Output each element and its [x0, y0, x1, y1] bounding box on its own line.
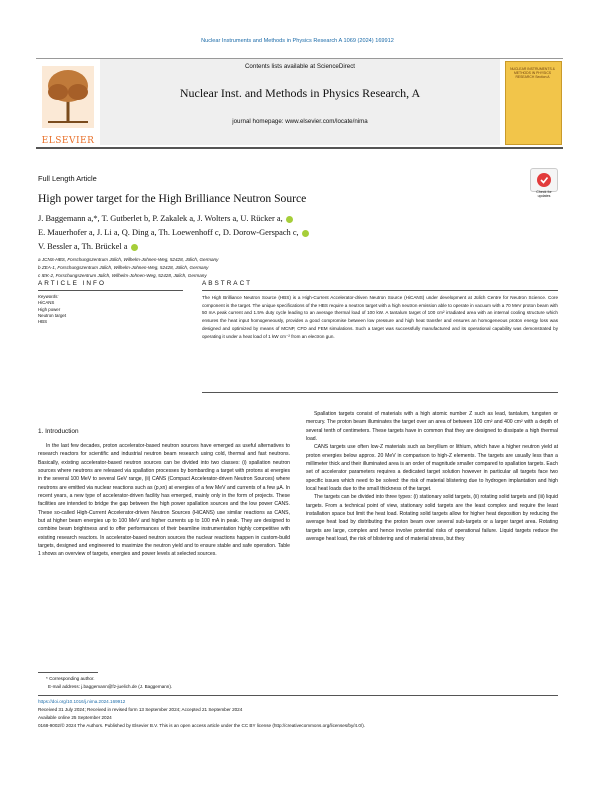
keyword: High power	[38, 306, 61, 312]
affiliation: a JCNS-HBS, Forschungszentrum Jülich, Wilhelm-Johnen-Weg, 52428, Jülich, Germany	[38, 257, 219, 262]
abstract-text: The High Brilliance Neutron Source (HBS) is a High-Current Accelerator-driven Neutron Source (HiCANS) under development at Jülich Centre for Neutron Science. Core component is the target. The unique specifications of the HBS require a neutron target with a high neutron emission able to operate in vacuum with a 70 MeV proton beam with 50 mA peak current and 1.5% duty cycle leading to an average thermal load of 100 kW. A tantalum target of 100 cm² irradiated area with an internal cooling structure which ensures the heat input homogeneously, provides a good compromise between low pressure and high heat transfer and ensures an homogeneous proton energy loss was designed and optimized by means of MCNP, CFD and FEM simulations. Such a target was successfully manufactured and its operational capability was demonstrated by operating it under a heat load of 1 kW cm⁻² from an electron gun.	[202, 295, 558, 339]
journal-homepage[interactable]: journal homepage: www.elsevier.com/locate/nima	[232, 118, 368, 125]
divider	[38, 695, 558, 696]
divider	[202, 290, 558, 291]
author-list	[38, 212, 508, 254]
journal-cover-title: NUCLEAR INSTRUMENTS & METHODS IN PHYSICS RESEARCH Section A	[510, 67, 555, 79]
author-line[interactable]: J. Baggemann a,*, T. Gutberlet b, P. Zakalek a, J. Wolters a, U. Rücker a,	[38, 212, 508, 226]
keyword: Neutron target	[38, 312, 67, 318]
journal-citation[interactable]: Nuclear Instruments and Methods in Physics Research A 1069 (2024) 169912	[201, 38, 394, 44]
abstract-heading: ABSTRACT	[202, 280, 253, 287]
journal-header-panel	[100, 59, 500, 145]
footnote-rule	[38, 672, 98, 673]
keyword: HiCANS	[38, 300, 55, 306]
article-info-heading: ARTICLE INFO	[38, 280, 106, 287]
contents-available[interactable]: Contents lists available at ScienceDirect	[244, 63, 356, 70]
orcid-icon[interactable]	[302, 230, 309, 237]
article-type: Full Length Article	[38, 174, 97, 183]
available-online: Available online 25 September 2024	[38, 715, 112, 720]
orcid-icon[interactable]	[286, 216, 293, 223]
left-column	[38, 442, 290, 559]
check-updates-label[interactable]: Check for updates	[536, 190, 552, 198]
footnote-email[interactable]: E-mail address: j.baggemann@fz-juelich.de (J. Baggemann).	[48, 684, 173, 689]
paragraph: The targets can be divided into three types: (i) stationary solid targets, (ii) rotating solid targets and (iii) liquid targets. From a technical point of view, stationary solid targets are the least complex and require the least installation space but limit the heat load. Rotating solid targets allow for higher heat deposition by reducing the average heat load by distributing the proton beam over several sub-targets or a larger target area. Rotating targets are large, complex and hence involve potential risks of operational failure. Liquid targets reduce the average heat load, the risk of blistering and of material stress, but they	[306, 494, 558, 543]
divider	[202, 392, 558, 393]
keywords-label: Keywords:	[38, 294, 59, 299]
elsevier-tree-logo	[38, 62, 98, 132]
check-updates-icon[interactable]	[530, 168, 558, 192]
orcid-icon[interactable]	[131, 244, 138, 251]
right-column	[306, 410, 558, 544]
paragraph: CANS targets use often low-Z materials such as beryllium or lithium, which have a higher neutron yield at proton energies below approx. 20 MeV in comparison to high-Z elements. The targets are usually less than a millimeter thick and their illuminated area is an order of magnitude smaller compared to spallation targets. Each set of accelerator parameters requires a dedicated target solution however in particular all targets face two specific issues which need to be solved: the risk of material blistering due to hydrogen implantation and high local heat loads due to the small thickness of the target.	[306, 444, 558, 493]
section-heading: 1. Introduction	[38, 428, 79, 435]
doi-link[interactable]: https://doi.org/10.1016/j.nima.2024.169912	[38, 699, 126, 704]
article-title: High power target for the High Brilliance Neutron Source	[38, 192, 307, 205]
paragraph: In the last few decades, proton accelerator-based neutron sources have emerged as useful alternatives to research reactors for scientific and industrial neutron beam research using cold, thermal and fast neutrons. Basically, existing accelerator-based neutron sources can be divided into two classes: (i) spallation neutron sources where neutrons are released via spallation processes by bombarding a target with protons at energies in the several 100 MeV to several GeV range, (ii) CANS (Compact Accelerator-driven Neutron Sources) where neutrons are emitted via nuclear reactions such as (p,xn) at energies of a few MeV and currents of a few µA. In recent years, a new type of accelerator-driven facility has emerged, mainly only in the form of projects. These facilities are intended to bridge the gap between the high power spallation sources and the low power CANS. These so-called High-Current Accelerator-driven Neutron Sources (HiCANS) use similar reactions as CANS, but at higher beam energies up to 100 MeV and higher currents up to 100 mA in peak. They are designed to combine beam brightness and to offer performances of their beamline instrumentation highly competitive with existing research reactors. In accelerator-based neutron sources the nuclear reactions happen in custom-build targets, designed and engineered to maximize the neutron yield and to ensure stable and safe operation. Table 1 shows an overview of targets, energies and power levels at selected sources.	[38, 443, 290, 558]
affiliation: c IEK-2, Forschungszentrum Jülich, Wilhelm-Johnen-Weg, 52428, Jülich, Germany	[38, 273, 207, 278]
footnote-corresponding: * Corresponding author.	[46, 676, 95, 681]
journal-name: Nuclear Inst. and Methods in Physics Research, A	[179, 86, 421, 100]
author-line[interactable]: V. Bessler a, Th. Brückel a	[38, 240, 508, 254]
keyword: HBS	[38, 319, 48, 325]
divider	[38, 290, 183, 291]
license-text[interactable]: 0168-9002/© 2024 The Authors. Published by Elsevier B.V. This is an open access article under the CC BY license (http://creativecommons.org/licenses/by/4.0/).	[38, 723, 365, 728]
keywords	[38, 294, 178, 325]
author-line[interactable]: E. Mauerhofer a, J. Li a, Q. Ding a, Th. Loewenhoff c, D. Dorow-Gerspach c,	[38, 226, 508, 240]
received-dates: Received 31 July 2024; Received in revised form 13 September 2024; Accepted 21 September 2024	[38, 707, 243, 712]
paragraph: Spallation targets consist of materials with a high atomic number Z such as lead, tantalum, tungsten or mercury. The proton beam illuminates the target over an area of between 100 cm² and 400 cm² with a depth of several tenth of centimeters. These targets have in common that they are designed to dissipate a high thermal load.	[306, 411, 558, 443]
publisher-logo-text: ELSEVIER	[41, 136, 95, 146]
affiliation: b ZEA-1, Forschungszentrum Jülich, Wilhelm-Johnen-Weg, 52428, Jülich, Germany	[38, 265, 209, 270]
